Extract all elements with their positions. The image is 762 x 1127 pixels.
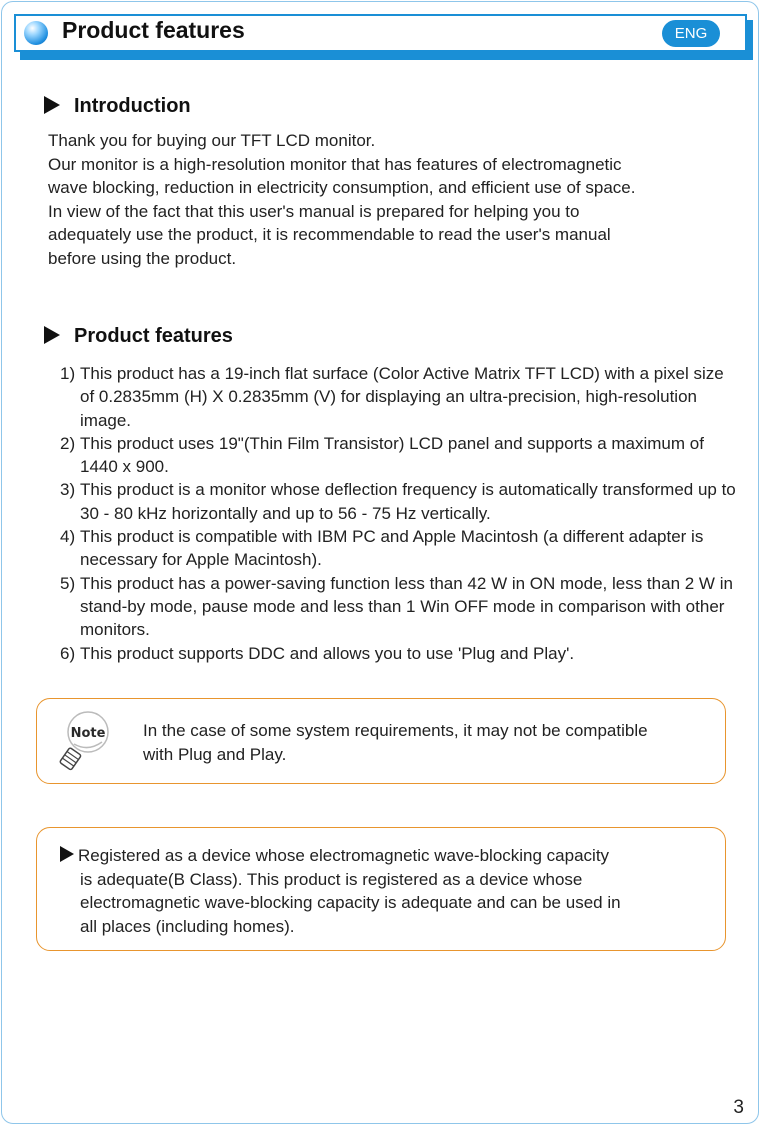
triangle-bullet-icon	[44, 96, 60, 114]
note-icon-label: Note	[70, 726, 106, 741]
page-title: Product features	[62, 17, 245, 43]
feature-number: 6)	[60, 643, 76, 663]
triangle-bullet-icon	[60, 846, 74, 862]
intro-line: Our monitor is a high-resolution monitor that has features of electromagnetic	[48, 154, 622, 174]
feature-text: This product is a monitor whose deflection frequency is automatically transformed up to 30 - 80 kHz horizontally and up to 56 - 75 Hz vertically.	[80, 480, 736, 523]
feature-item	[60, 642, 740, 665]
features-heading-label: Product features	[74, 325, 233, 347]
feature-item	[60, 432, 740, 479]
feature-text: This product has a power-saving function less than 42 W in ON mode, less than 2 W in stand-by mode, pause mode and less than 1 Win OFF mode in comparison with other monitors.	[80, 573, 733, 640]
triangle-bullet-icon	[44, 326, 60, 344]
features-list	[60, 362, 740, 665]
registration-line: is adequate(B Class). This product is registered as a device whose	[80, 869, 583, 889]
note-line: In the case of some system requirements, it may not be compatible	[143, 721, 648, 740]
feature-number: 3)	[60, 480, 76, 500]
intro-line: wave blocking, reduction in electricity consumption, and efficient use of space.	[48, 178, 636, 197]
feature-item	[60, 478, 740, 525]
introduction-heading	[44, 95, 191, 118]
note-icon	[56, 710, 116, 772]
feature-number: 1)	[60, 364, 76, 383]
registration-line: Registered as a device whose electromagnetic wave-blocking capacity	[78, 846, 610, 865]
note-line: with Plug and Play.	[143, 744, 287, 764]
introduction-heading-label: Introduction	[74, 95, 191, 117]
features-heading	[44, 325, 233, 348]
registration-line: all places (including homes).	[80, 916, 295, 936]
intro-line: before using the product.	[48, 248, 237, 268]
intro-line: Thank you for buying our TFT LCD monitor.	[48, 131, 376, 150]
feature-number: 5)	[60, 573, 76, 593]
blue-bullet-icon	[24, 21, 48, 45]
feature-number: 2)	[60, 433, 76, 453]
feature-number: 4)	[60, 527, 76, 547]
feature-text: This product is compatible with IBM PC and Apple Macintosh (a different adapter is necessary for Apple Macintosh).	[80, 527, 704, 570]
feature-item	[60, 525, 740, 572]
feature-text: This product uses 19"(Thin Film Transistor) LCD panel and supports a maximum of 1440 x 900.	[80, 433, 704, 477]
intro-line: adequately use the product, it is recommendable to read the user's manual	[48, 225, 611, 244]
intro-line: In view of the fact that this user's manual is prepared for helping you to	[48, 201, 580, 221]
introduction-text	[48, 129, 738, 270]
note-text	[143, 719, 723, 766]
feature-item	[60, 362, 740, 432]
feature-text: This product supports DDC and allows you to use 'Plug and Play'.	[80, 643, 575, 663]
registration-text	[60, 844, 710, 938]
feature-text: This product has a 19-inch flat surface (Color Active Matrix TFT LCD) with a pixel size of 0.2835mm (H) X 0.2835mm (V) for displaying an ultra-precision, high-resolution image.	[80, 364, 724, 430]
registration-line: electromagnetic wave-blocking capacity is adequate and can be used in	[80, 893, 621, 912]
page-number: 3	[733, 1097, 744, 1118]
feature-item	[60, 572, 740, 642]
language-badge: ENG	[662, 20, 720, 47]
